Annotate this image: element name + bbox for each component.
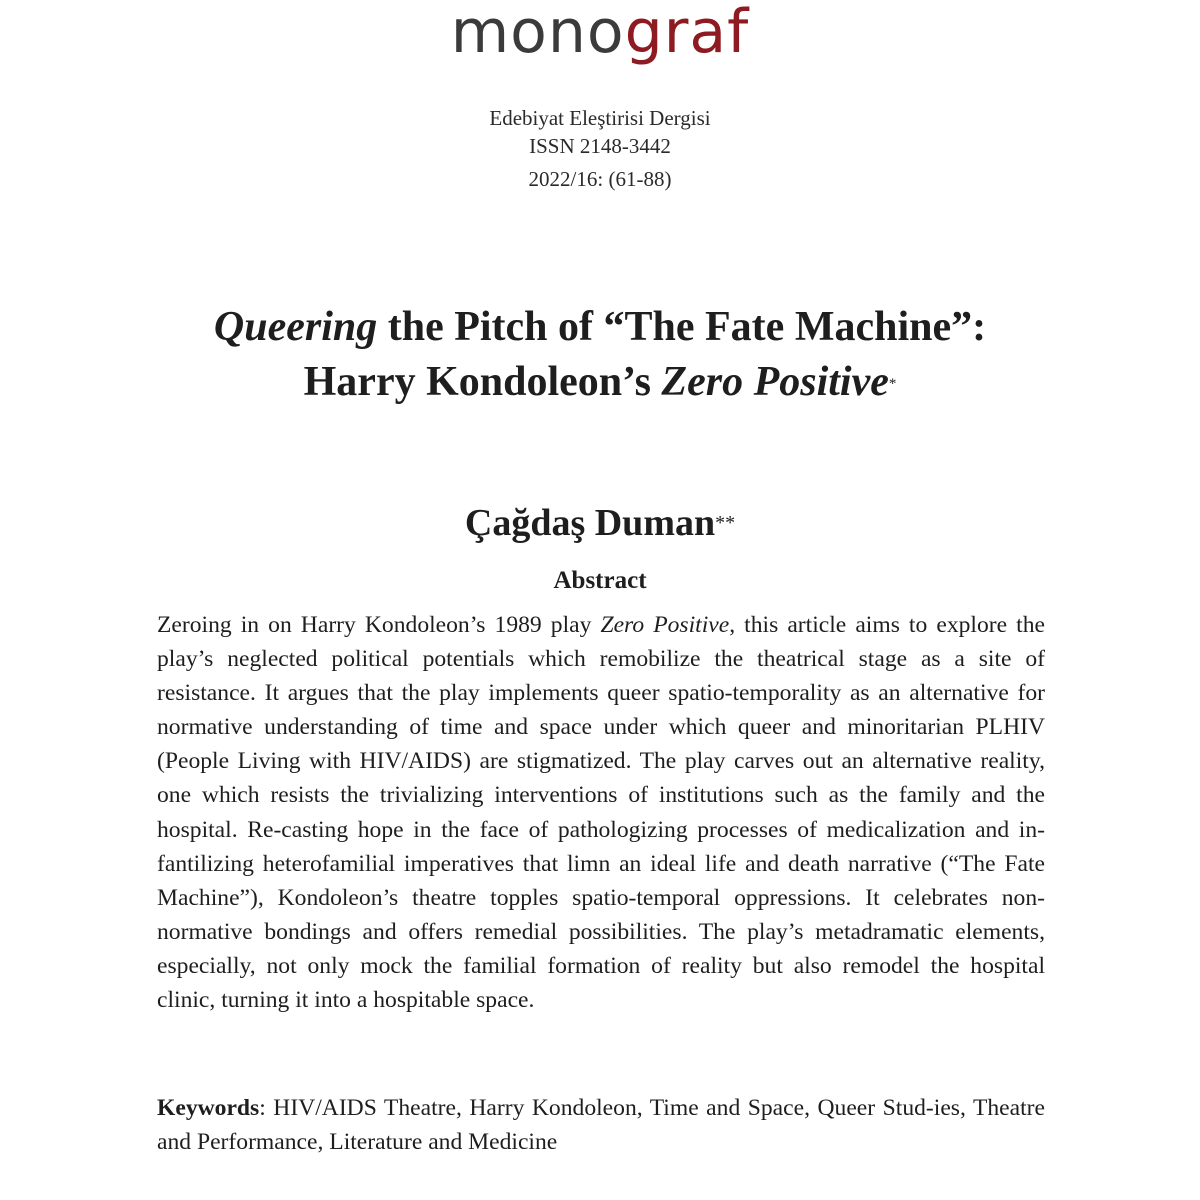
abstract-italic: Zero Positive (600, 612, 730, 638)
journal-issue: 2022/16: (61-88) (528, 167, 672, 191)
journal-logo (0, 0, 1200, 67)
journal-info (0, 104, 1200, 193)
keywords-text: : HIV/AIDS Theatre, Harry Kondoleon, Time and Space, Queer Stud-ies, Theatre and Performance, Literature and Medicine (157, 1095, 1045, 1156)
author-text: Çağdaş Duman (464, 502, 716, 544)
abstract-body (157, 608, 1045, 1017)
author-name (0, 498, 1200, 548)
abstract-part-2: , this article aims to explore the play’s neglected political potentials which remobilize the theatrical stage as a site of resistance. It argues that the play implements queer spatio-temporality as an alternative for normative understanding of time and space under which queer and minoritarian PLHIV (People Living with HIV/AIDS) are stigmatized. The play carves out an alternative reality, one which resists the trivializing interventions of institutions such as the family and the hospital. Re-casting hope in the face of pathologizing processes of medicalization and in-fantilizing heterofamilial imperatives that limn an ideal life and death narrative (“The Fate Machine”), Kondoleon’s theatre topples spatio-temporal oppressions. It celebrates non-normative bondings and offers remedial possibilities. The play’s metadramatic elements, especially, not only mock the familial formation of reality but also remodel the hospital clinic, turning it into a hospitable space. (157, 612, 1045, 1014)
title-footnote-mark[interactable]: * (888, 376, 897, 392)
abstract-heading: Abstract (553, 567, 647, 594)
title-plain-1: the Pitch of “The Fate Machine”: (377, 304, 987, 350)
title-italic-1: Queering (213, 304, 378, 350)
abstract-part-1: Zeroing in on Harry Kondoleon’s 1989 play (157, 612, 601, 638)
author-footnote-mark[interactable]: ** (715, 512, 736, 534)
keywords (157, 1091, 1045, 1159)
logo-accent: graf (624, 0, 750, 67)
journal-subtitle: Edebiyat Eleştirisi Dergisi (489, 106, 711, 130)
logo-main: mono (450, 0, 625, 67)
article-title (0, 300, 1200, 410)
title-plain-2: Harry Kondoleon’s (303, 359, 662, 405)
keywords-label: Keywords (157, 1095, 260, 1121)
title-italic-2: Zero Positive (661, 359, 889, 405)
journal-issn: ISSN 2148-3442 (529, 134, 671, 158)
title-line-1 (0, 300, 1200, 355)
title-line-2 (0, 355, 1200, 410)
